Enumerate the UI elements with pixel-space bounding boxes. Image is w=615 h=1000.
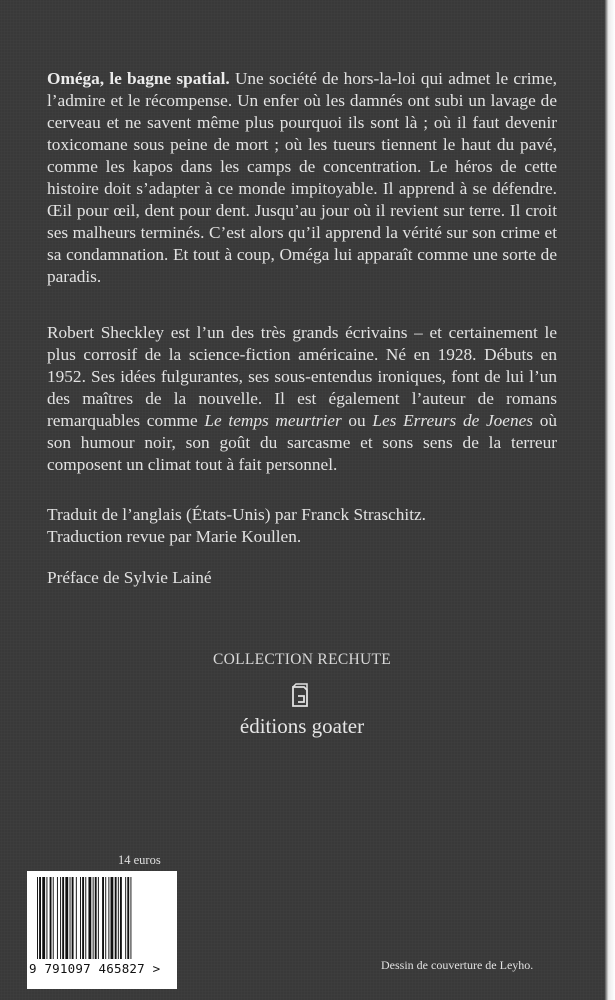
- preface-credit: Préface de Sylvie Lainé: [47, 568, 212, 587]
- revision-line: Traduction revue par Marie Koullen.: [47, 527, 302, 546]
- blurb-paragraph: [47, 68, 557, 288]
- author-bio-part1: Robert Sheckley est l’un des très grands écrivains – et certainement le plus corrosif de la science-fiction américaine. Né en 1928. Débuts en 1952. Ses idées fulgurantes, ses sous-entendus ironiques, font de lui l’un des maîtres de la nouvelle. Il est également l’auteur de romans remarquables comme: [47, 323, 557, 430]
- book-title-2: Les Erreurs de Joenes: [372, 411, 534, 430]
- goater-logo-icon: [290, 683, 312, 709]
- translation-credits: [47, 504, 557, 548]
- cover-art-credit: Dessin de couverture de Leyho.: [381, 958, 534, 972]
- barcode-icon: [37, 877, 169, 959]
- price-label: 14 euros: [118, 853, 161, 867]
- author-bio-part2: ou: [341, 411, 373, 430]
- translator-line: Traduit de l’anglais (États-Unis) par Franck Straschitz.: [47, 505, 426, 524]
- isbn-number: 9 791097 465827 >: [29, 961, 161, 976]
- author-bio-part3: où son humour noir, son goût du sarcasme et sons sens de la terreur composent un climat tout à fait personnel.: [47, 411, 558, 474]
- blurb-lead: Oméga, le bagne spatial.: [47, 69, 230, 88]
- publisher-name: éditions goater: [239, 714, 365, 738]
- collection-label: COLLECTION RECHUTE: [212, 651, 392, 668]
- barcode-area: [27, 871, 177, 989]
- page-edge: [604, 0, 615, 1000]
- author-bio-paragraph: [47, 322, 557, 476]
- blurb-text: Une société de hors-la-loi qui admet le crime, l’admire et le récompense. Un enfer où les damnés ont subi un lavage de cerveau et ne savent même plus pourquoi ils sont là ; où il faut devenir toxicomane sous peine de mort ; où les tueurs tiennent le haut du pavé, comme les kapos dans les camps de concentration. Le héros de cette histoire doit s’adapter à ce monde impitoyable. Il apprend à se défendre. Œil pour œil, dent pour dent. Jusqu’au jour où il revient sur terre. Il croit ses malheurs terminés. C’est alors qu’il apprend la vérité sur son crime et sa condamnation. Et tout à coup, Oméga lui apparaît comme une sorte de paradis.: [47, 69, 557, 286]
- book-title-1: Le temps meurtrier: [204, 411, 342, 430]
